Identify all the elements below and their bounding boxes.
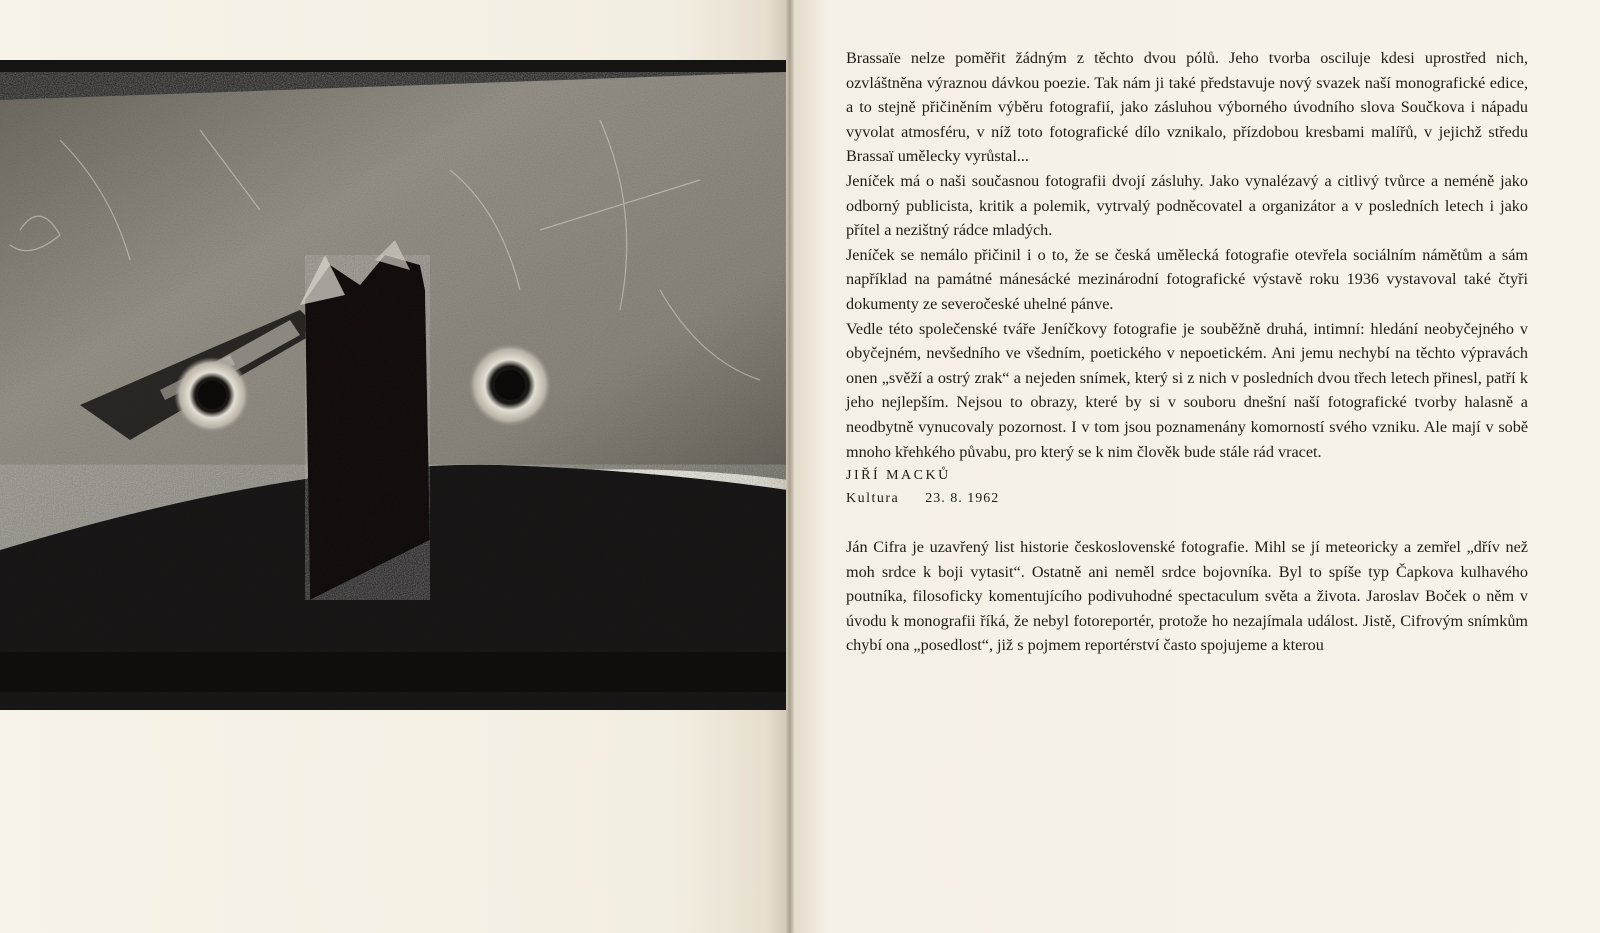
paragraph-cifra: Ján Cifra je uzavřený list historie československé fotografie. Mihl se jí meteoricky a zemřel „dřív než moh srdce k boji vytasit“. Ostatně ani neměl srdce bojovníka. Byl to spíše typ Čapkova kulhavého poutníka, filosoficky komentujícího podivuhodné spectaculum světa a života. Jaroslav Boček o něm v úvodu k monografii říká, že nebyl fotoreportér, protože ho nezajímala událost. Jistě, Cifrovým snímkům chybí ona „posedlost“, již s pojmem reportérství často spojujeme a kterou	[846, 538, 1528, 655]
article-text	[846, 46, 1528, 658]
book-gutter	[786, 0, 794, 933]
source-citation	[846, 487, 1528, 511]
source-name: Kultura	[846, 491, 900, 507]
paragraph-jenicek-merits: Jeníček má o naši současnou fotografii dvojí zásluhy. Jako vynalézavý a citlivý tvůrce a neméně jako odborný publicista, kritik a polemik, vytrvalý podněcovatel a organizátor a v posledních letech i jako přítel a nezištný rádce mladých.	[846, 171, 1528, 240]
paragraph-jenicek-intimate: Vedle této společenské tváře Jeníčkovy fotografie je souběžně druhá, intimní: hledání neobyčejného v obyčejném, nevšedního ve všedním, poetického v nepoetickém. Ani jemu nechybí na těchto výpravách onen „svěží a ostrý zrak“ a nejeden snímek, který si z nich v posledních dvou třech letech přinesl, patří k jeho nejlepším. Nejsou to obrazy, které by si v souboru dnešní naší fotografické tvorby halasně a neodbytně vynucovaly pozornost. I v tom jsou poznamenány komorností svého vzniku. Ale mají v sobě mnoho křehkého půvabu, pro který se k nim člověk bude stále rád vracet.	[846, 319, 1528, 461]
photograph	[0, 60, 788, 710]
paragraph-brassai: Brassaïe nelze poměřit žádným z těchto dvou pólů. Jeho tvorba osciluje kdesi uprostřed nich, ozvláštněna výraznou dávkou poezie. Tak nám ji také představuje nový svazek naší monografické edice, a to stejně přičiněním výběru fotografií, jako zásluhou výborného úvodního slova Součkova i nápadu vyvolat atmosféru, v níž toto fotografické dílo vznikalo, přízdobou kresbami malířů, v jejichž středu Brassaï umělecky vyrůstal...	[846, 49, 1528, 166]
source-date: 23. 8. 1962	[925, 491, 1000, 507]
paragraph-jenicek-social: Jeníček se nemálo přičinil i o to, že se česká umělecká fotografie otevřela sociálním námětům a sám například na památné mánesácké mezinárodní fotografické výstavě roku 1936 vystavoval také čtyři dokumenty ze severočeské uhelné pánve.	[846, 245, 1528, 313]
author-signature: JIŘÍ MACKŮ	[846, 468, 951, 484]
left-page	[0, 0, 790, 933]
